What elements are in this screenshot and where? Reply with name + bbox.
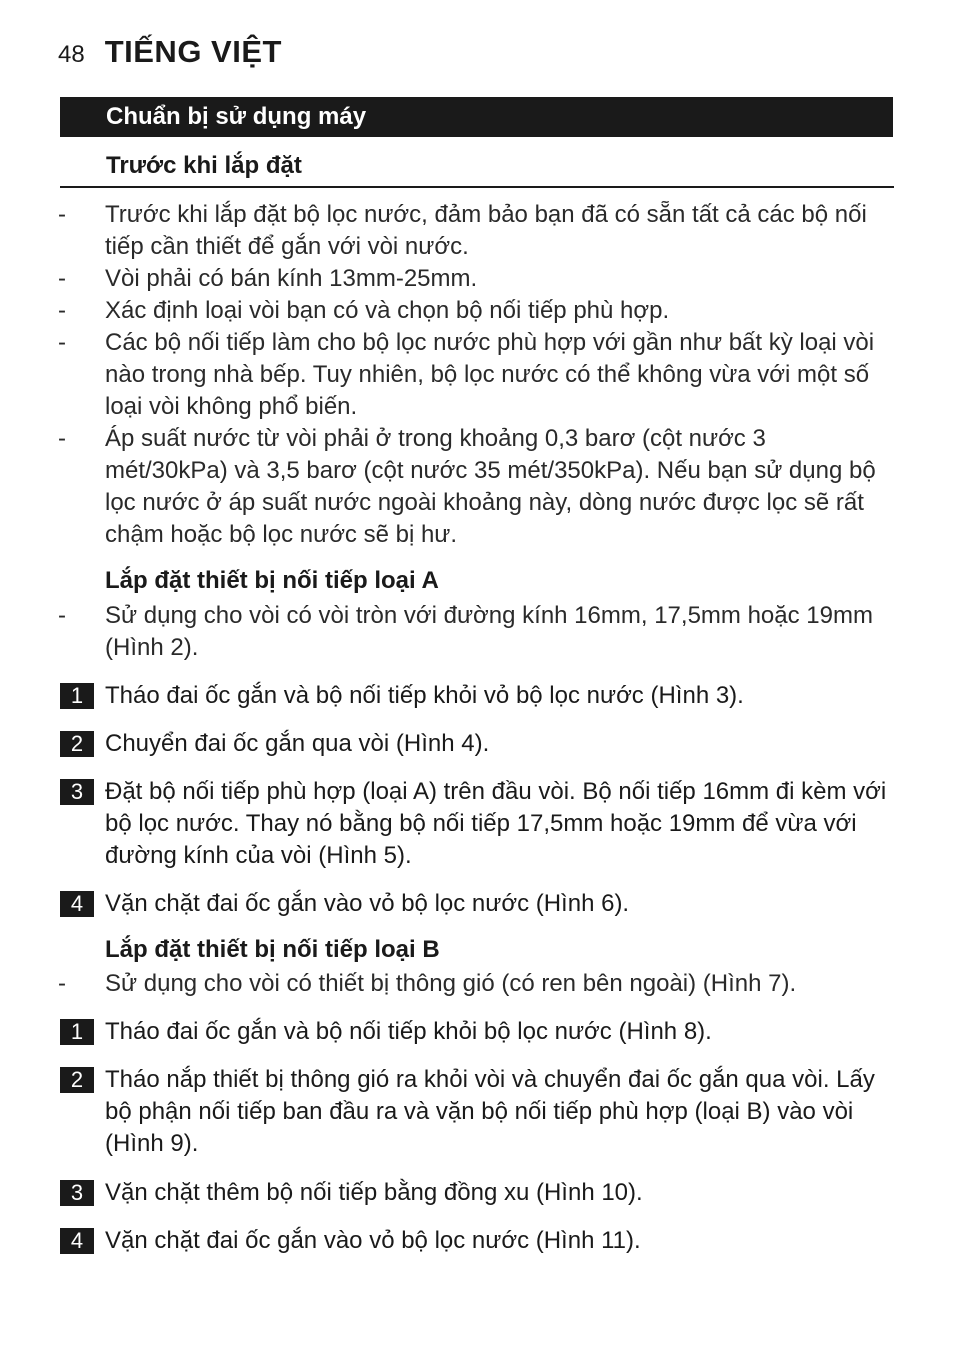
type-a-heading: Lắp đặt thiết bị nối tiếp loại A xyxy=(105,567,439,594)
step-text: Vặn chặt đai ốc gắn vào vỏ bộ lọc nước (Hình 11). xyxy=(105,1227,641,1254)
bullet-text: Áp suất nước từ vòi phải ở trong khoảng 0,3 barơ (cột nước 3 mét/30kPa) và 3,5 barơ (cột nước 35 mét/350kPa). Nếu bạn sử dụng bộ lọc nước ở áp suất nước ngoài khoảng này, dòng nước được lọc sẽ rất chậm hoặc bộ lọc nước sẽ bị hư. xyxy=(105,425,876,548)
type-b-heading: Lắp đặt thiết bị nối tiếp loại B xyxy=(105,936,440,963)
dash-bullet: - xyxy=(58,329,66,356)
step-number: 2 xyxy=(60,1067,94,1093)
step-text: Tháo đai ốc gắn và bộ nối tiếp khỏi bộ lọc nước (Hình 8). xyxy=(105,1018,712,1045)
step-number: 2 xyxy=(60,731,94,757)
step-text: Vặn chặt thêm bộ nối tiếp bằng đồng xu (Hình 10). xyxy=(105,1179,643,1206)
page-number: 48 xyxy=(58,41,85,68)
list-item xyxy=(58,295,894,327)
section-title: Chuẩn bị sử dụng máy xyxy=(106,103,367,130)
list-item xyxy=(58,199,894,263)
step-text: Tháo nắp thiết bị thông gió ra khỏi vòi và chuyển đai ốc gắn qua vòi. Lấy bộ phận nối tiếp ban đầu ra và vặn bộ nối tiếp phù hợp (loại B) vào vòi (Hình 9). xyxy=(105,1066,875,1157)
step-number: 4 xyxy=(60,891,94,917)
step-number: 3 xyxy=(60,779,94,805)
step-text: Vặn chặt đai ốc gắn vào vỏ bộ lọc nước (Hình 6). xyxy=(105,890,630,917)
section-title-bar xyxy=(60,97,893,137)
list-item xyxy=(58,968,894,1000)
dash-bullet: - xyxy=(58,970,66,997)
step-number: 1 xyxy=(60,683,94,709)
bullet-text: Các bộ nối tiếp làm cho bộ lọc nước phù hợp với gần như bất kỳ loại vòi nào trong nhà bếp. Tuy nhiên, bộ lọc nước có thể không vừa với một số loại vòi không phổ biến. xyxy=(105,329,875,420)
dash-bullet: - xyxy=(58,201,66,228)
before-install-heading-block xyxy=(60,150,894,188)
dash-bullet: - xyxy=(58,425,66,452)
step-number: 4 xyxy=(60,1228,94,1254)
step-text: Chuyển đai ốc gắn qua vòi (Hình 4). xyxy=(105,730,490,757)
bullet-text: Xác định loại vòi bạn có và chọn bộ nối tiếp phù hợp. xyxy=(105,297,670,324)
dash-bullet: - xyxy=(58,297,66,324)
list-item xyxy=(58,327,894,423)
step-number: 3 xyxy=(60,1180,94,1206)
list-item xyxy=(58,423,894,551)
step-number: 1 xyxy=(60,1019,94,1045)
step-text: Đặt bộ nối tiếp phù hợp (loại A) trên đầu vòi. Bộ nối tiếp 16mm đi kèm với bộ lọc nước. Thay nó bằng bộ nối tiếp 17,5mm hoặc 19mm để vừa với đường kính của vòi (Hình 5). xyxy=(105,778,887,869)
before-install-heading: Trước khi lắp đặt xyxy=(106,152,302,179)
bullet-text: Sử dụng cho vòi có thiết bị thông gió (có ren bên ngoài) (Hình 7). xyxy=(105,970,797,997)
list-item xyxy=(58,263,894,295)
bullet-text: Vòi phải có bán kính 13mm-25mm. xyxy=(105,265,478,292)
step-text: Tháo đai ốc gắn và bộ nối tiếp khỏi vỏ bộ lọc nước (Hình 3). xyxy=(105,682,744,709)
language-title: TIẾNG VIỆT xyxy=(104,34,282,69)
page-header xyxy=(58,34,282,74)
dash-bullet: - xyxy=(58,602,66,629)
list-item xyxy=(58,600,894,664)
bullet-text: Trước khi lắp đặt bộ lọc nước, đảm bảo bạn đã có sẵn tất cả các bộ nối tiếp cần thiết để gắn với vòi nước. xyxy=(105,201,867,260)
bullet-text: Sử dụng cho vòi có vòi tròn với đường kính 16mm, 17,5mm hoặc 19mm (Hình 2). xyxy=(105,602,873,661)
dash-bullet: - xyxy=(58,265,66,292)
